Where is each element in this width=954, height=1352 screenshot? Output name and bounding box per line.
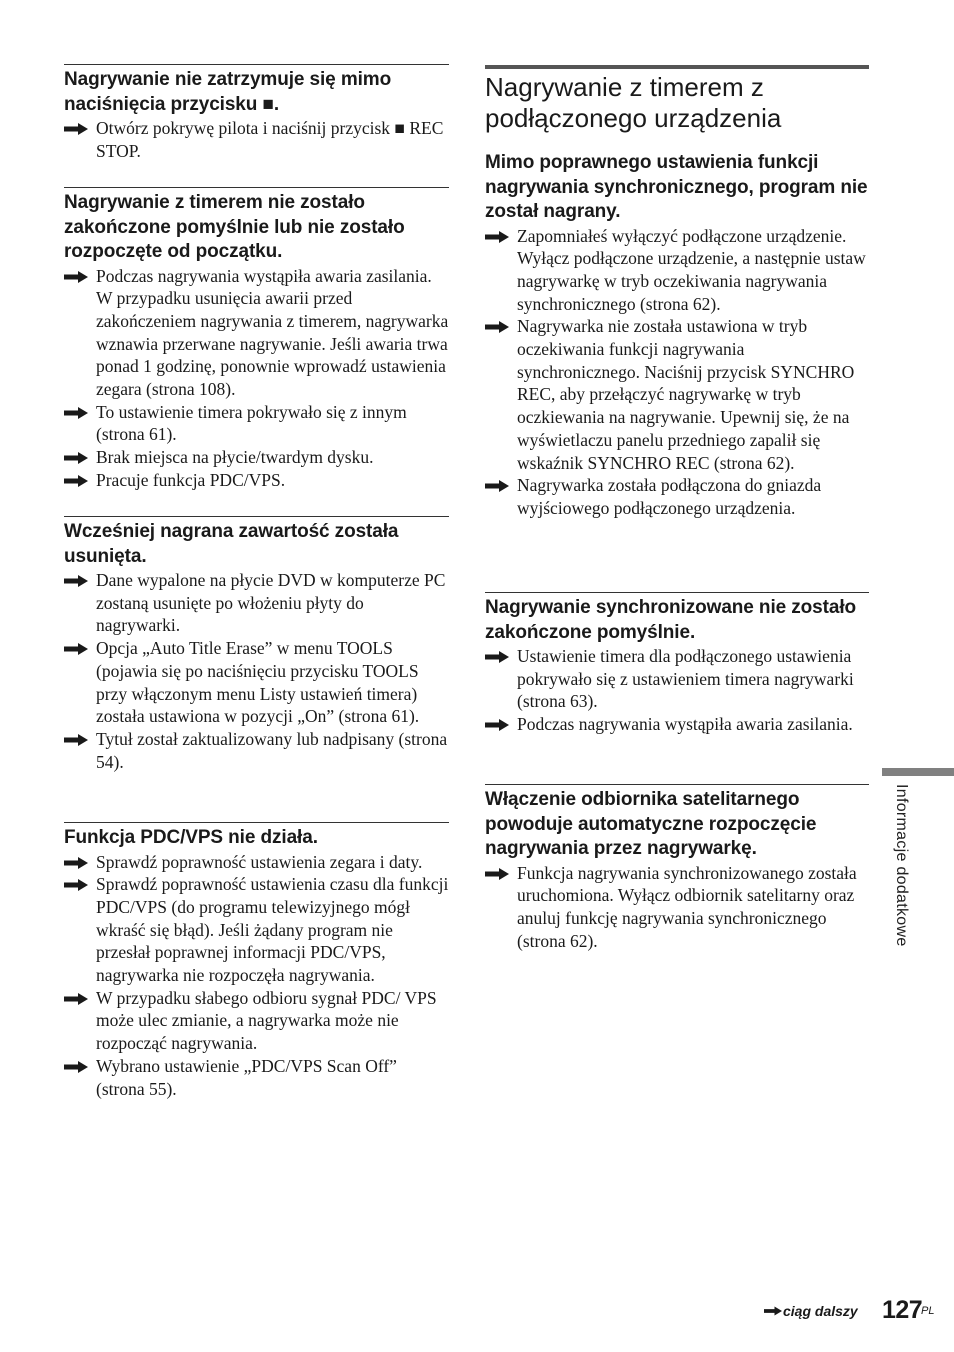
section-rec-stop (64, 64, 449, 162)
section-title: Nagrywanie z timerem nie zostało zakończone pomyślnie lub nie zostało rozpoczęte od początku. (64, 192, 405, 262)
item-list (64, 569, 449, 773)
item-list (64, 265, 449, 492)
list-item (485, 645, 869, 713)
arrow-right-icon (64, 452, 88, 464)
list-item (64, 851, 449, 874)
item-text: Nagrywarka nie została ustawiona w tryb oczekiwania funkcji nagrywania synchronicznego. Naciśnij przycisk SYNCHRO REC, aby przełączyć nagrywarkę w tryb oczkiewania na nagrywanie. Upewnij się, że na wyświetlaczu panelu przedniego zapalił się wskaźnik SYNCHRO REC (strona 62). (517, 316, 855, 473)
arrow-right-icon (64, 271, 88, 283)
section-title: Wcześniej nagrana zawartość została usunięta. (64, 521, 399, 567)
section-pdc-vps (64, 822, 449, 1100)
arrow-right-icon (485, 651, 509, 663)
arrow-right-icon (485, 868, 509, 880)
arrow-right-icon (64, 475, 88, 487)
item-text: Otwórz pokrywę pilota i naciśnij przycisk ■ REC STOP. (96, 118, 444, 161)
arrow-right-icon (64, 857, 88, 869)
item-text: Sprawdź poprawność ustawienia czasu dla funkcji PDC/VPS (do programu telewizyjnego mógł wkraść się błąd). Jeśli żądany program nie przesłał poprawnej informacji PDC/VPS, nagrywarka nie rozpoczęła nagrywania. (96, 874, 449, 986)
item-list (485, 862, 869, 953)
list-item (485, 713, 869, 736)
list-item (64, 401, 449, 446)
item-text: To ustawienie timera pokrywało się z innym (strona 61). (96, 401, 407, 445)
list-item (64, 637, 449, 728)
item-text: Funkcja nagrywania synchronizowanego została uruchomiona. Wyłącz odbiornik satelitarny oraz anuluj funkcję nagrywania synchronicznego (strona 62). (517, 862, 857, 951)
item-text: Nagrywarka została podłączona do gniazda wyjściowego podłączonego urządzenia. (517, 475, 822, 518)
item-text: Pracuje funkcja PDC/VPS. (96, 469, 286, 490)
section-satellite (485, 784, 869, 952)
list-item (64, 987, 449, 1055)
item-text: Podczas nagrywania wystąpiła awaria zasilania. (517, 714, 853, 735)
arrow-right-icon (64, 123, 88, 135)
list-item (64, 728, 449, 773)
arrow-right-icon (64, 643, 88, 655)
item-list (64, 117, 449, 162)
page-language-suffix: PL (921, 1305, 935, 1317)
item-text: Brak miejsca na płycie/twardym dysku. (96, 447, 374, 468)
section-sync-incomplete (485, 592, 869, 736)
arrow-right-icon (764, 1306, 782, 1316)
arrow-right-icon (485, 719, 509, 731)
list-item (64, 569, 449, 637)
item-text: Wybrano ustawienie „PDC/VPS Scan Off” (strona 55). (96, 1055, 397, 1099)
section-title: Nagrywanie nie zatrzymuje się mimo naciśnięcia przycisku ■. (64, 69, 392, 115)
arrow-right-icon (485, 480, 509, 492)
list-item (64, 446, 449, 469)
main-heading-block (485, 65, 869, 134)
item-text: Tytuł został zaktualizowany lub nadpisany (strona 54). (96, 728, 448, 772)
continued-note (764, 1303, 858, 1319)
side-tab-label: Informacje dodatkowe (893, 784, 910, 947)
item-text: Zapomniałeś wyłączyć podłączone urządzenie. Wyłącz podłączone urządzenie, a następnie ustaw nagrywarkę w tryb oczekiwania nagrywania synchronicznego (strona 62). (517, 225, 866, 314)
side-tab-bar (882, 768, 954, 776)
arrow-right-icon (485, 321, 509, 333)
item-text: Dane wypalone na płycie DVD w komputerze PC zostaną usunięte po włożeniu płyty do nagrywarki. (96, 570, 446, 636)
item-text: Sprawdź poprawność ustawienia zegara i daty. (96, 851, 423, 872)
section-title: Funkcja PDC/VPS nie działa. (64, 827, 318, 848)
item-text: Podczas nagrywania wystąpiła awaria zasilania. W przypadku usunięcia awarii przed zakończeniem nagrywania z timerem, nagrywarka wznawia przerwane nagrywanie. Jeśli awaria trwa ponad 1 godzinę, ponownie wprowadź ustawienia zegara (strona 108). (96, 265, 449, 400)
section-timer-failed (64, 187, 449, 492)
section-title: Włączenie odbiornika satelitarnego powoduje automatyczne rozpoczęcie nagrywania przez nagrywarkę. (485, 789, 817, 859)
item-text: Ustawienie timera dla podłączonego ustawienia pokrywało się z ustawieniem timera nagrywarki (strona 63). (517, 646, 854, 712)
arrow-right-icon (64, 734, 88, 746)
arrow-right-icon (64, 879, 88, 891)
arrow-right-icon (64, 575, 88, 587)
section-content-deleted (64, 516, 449, 773)
item-text: W przypadku słabego odbioru sygnał PDC/ VPS może ulec zmianie, a nagrywarka może nie rozpocząć nagrywania. (96, 987, 437, 1054)
page-number: 127 (882, 1296, 923, 1324)
section-title: Nagrywanie synchronizowane nie zostało zakończone pomyślnie. (485, 597, 857, 643)
continued-text: ciąg dalszy (783, 1303, 858, 1319)
item-list (485, 645, 869, 736)
list-item (485, 225, 869, 316)
list-item (64, 1055, 449, 1100)
arrow-right-icon (64, 993, 88, 1005)
item-list (485, 225, 869, 520)
arrow-right-icon (64, 1061, 88, 1073)
list-item (485, 474, 869, 519)
list-item (64, 469, 449, 492)
list-item (485, 315, 869, 474)
section-title: Mimo poprawnego ustawienia funkcji nagrywania synchronicznego, program nie został nagrany. (485, 152, 868, 222)
list-item (64, 873, 449, 987)
arrow-right-icon (64, 407, 88, 419)
list-item (64, 265, 449, 401)
list-item (485, 862, 869, 953)
page-title: Nagrywanie z timerem z podłączonego urządzenia (485, 72, 782, 133)
item-list (64, 851, 449, 1101)
arrow-right-icon (485, 231, 509, 243)
list-item (64, 117, 449, 162)
section-sync-not-recorded (485, 151, 869, 520)
item-text: Opcja „Auto Title Erase” w menu TOOLS (pojawia się po naciśnięciu przycisku TOOLS przy włączonym menu Listy ustawień timera) została ustawiona w pozycji „On” (strona 61). (96, 638, 420, 727)
